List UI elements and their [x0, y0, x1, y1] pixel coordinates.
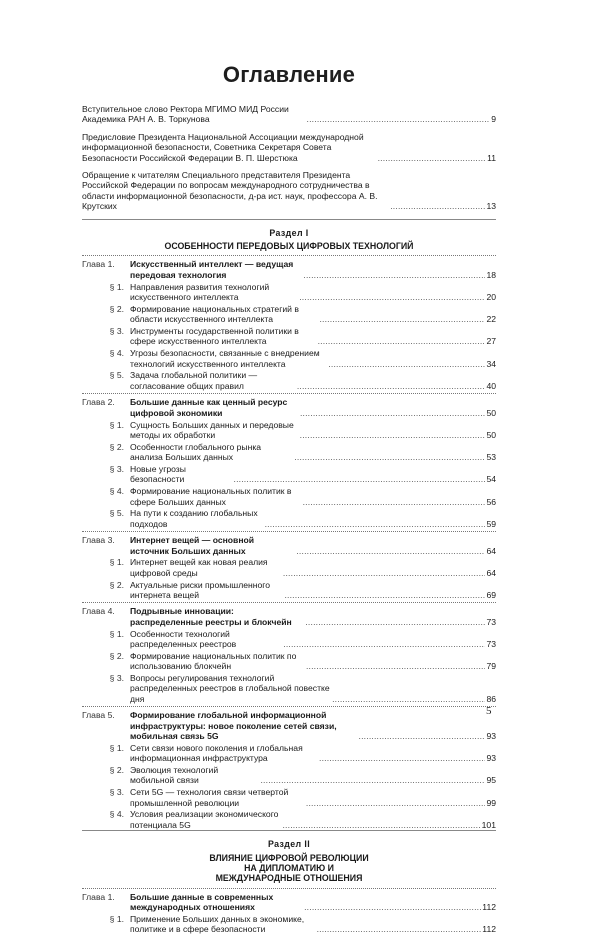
page-number: 86 — [486, 693, 496, 704]
page-number: 22 — [486, 314, 496, 325]
section-divider — [82, 219, 496, 220]
leader-dots — [265, 519, 486, 529]
paragraph-entry[interactable] — [82, 580, 496, 601]
leader-dots — [299, 292, 485, 302]
paragraph-title: Формирование национальных политик в сфере Больших данных — [130, 486, 292, 507]
paragraph-number: § 2. — [109, 303, 124, 314]
chapter-divider — [82, 602, 496, 603]
paragraph-row — [130, 673, 496, 704]
chapter-divider — [82, 393, 496, 394]
page-number: 13 — [486, 201, 496, 212]
paragraph-title: Особенности глобального рынка анализа Больших данных — [130, 441, 262, 463]
paragraph-number: § 3. — [109, 463, 124, 474]
paragraph-row — [130, 508, 496, 529]
leader-dots — [260, 775, 485, 785]
paragraph-row — [130, 464, 496, 485]
chapter-number: Глава 1. — [82, 891, 115, 902]
chapter-entry[interactable] — [82, 397, 496, 418]
leader-dots — [294, 452, 485, 462]
page-number: 27 — [486, 336, 496, 347]
page-number: 73 — [486, 616, 496, 627]
leader-dots — [282, 820, 480, 830]
paragraph-entry[interactable] — [82, 651, 496, 672]
paragraph-number: § 2. — [109, 764, 124, 775]
page-number: 53 — [486, 452, 496, 463]
chapter-entry[interactable] — [82, 710, 496, 741]
paragraph-title: Сущность Больших данных и передовые методы их обработки — [130, 419, 294, 440]
paragraph-row — [130, 743, 496, 764]
chapter-number: Глава 5. — [82, 710, 115, 721]
toc-title: Оглавление — [222, 62, 356, 87]
paragraph-entry[interactable] — [82, 743, 496, 764]
paragraph-row — [130, 442, 496, 463]
paragraph-entry[interactable] — [82, 304, 496, 325]
chapter-number: Глава 4. — [82, 606, 115, 617]
paragraph-title: Направления развития технологий искусственного интеллекта — [130, 281, 270, 303]
page-number: 95 — [486, 775, 496, 786]
paragraph-entry[interactable] — [82, 442, 496, 463]
leader-dots — [300, 430, 486, 440]
paragraph-entry[interactable] — [82, 370, 496, 391]
paragraph-row — [130, 557, 496, 578]
leader-dots — [303, 270, 485, 280]
paragraph-number: § 1. — [109, 742, 124, 753]
paragraph-number: § 1. — [109, 557, 124, 568]
paragraph-title: Актуальные риски промышленного интернета вещей — [130, 579, 270, 600]
chapter-divider — [82, 706, 496, 707]
paragraph-entry[interactable] — [82, 464, 496, 485]
paragraph-row — [130, 629, 496, 650]
paragraph-number: § 3. — [109, 787, 124, 798]
intro-entry[interactable] — [82, 132, 496, 163]
leader-dots — [317, 924, 482, 934]
paragraph-number: § 1. — [109, 281, 124, 292]
chapter-title: Большие данные как ценный ресурс цифровой экономики — [130, 397, 288, 418]
leader-dots — [319, 753, 485, 763]
page-number: 112 — [482, 902, 496, 913]
page-number: 93 — [486, 753, 496, 764]
paragraph-number: § 5. — [109, 508, 124, 519]
intro-entry[interactable] — [82, 104, 496, 125]
paragraph-row — [130, 282, 496, 303]
page-number: 56 — [486, 496, 496, 507]
page-number: 69 — [486, 589, 496, 600]
leader-dots — [297, 381, 486, 391]
paragraph-title: Инструменты государственной политики в сфере искусственного интеллекта — [130, 326, 299, 347]
intro-text: Предисловие Президента Национальной Ассоциации международной информационной безопасности, Советника Секретаря Совета Безопасности Российской Федерации В. П. Шерстюка — [82, 131, 364, 163]
leader-dots — [283, 568, 486, 578]
chapter-row — [130, 397, 496, 418]
chapter-divider — [82, 888, 496, 889]
chapter-title: Интернет вещей — основной источник Больших данных — [130, 535, 255, 556]
chapter-number: Глава 2. — [82, 397, 115, 408]
paragraph-row — [130, 370, 496, 391]
page-number: 99 — [486, 797, 496, 808]
chapter-row — [130, 892, 496, 913]
leader-dots — [332, 694, 485, 704]
page-number: 54 — [486, 474, 496, 485]
section-subtitle: ВЛИЯНИЕ ЦИФРОВОЙ РЕВОЛЮЦИИ НА ДИПЛОМАТИЮ И МЕЖДУНАРОДНЫЕ ОТНОШЕНИЯ — [209, 852, 369, 884]
paragraph-title: Эволюция технологий мобильной связи — [130, 764, 219, 786]
paragraph-entry[interactable] — [82, 787, 496, 808]
page-number: 64 — [486, 567, 496, 578]
chapter-entry[interactable] — [82, 535, 496, 556]
paragraph-entry[interactable] — [82, 809, 496, 830]
intro-text: Обращение к читателям Специального представителя Президента Российской Федерации по вопросам международного сотрудничества в области информационной безопасности, д-ра ист. наук, профессора А. В. Крутских — [82, 170, 378, 212]
page-number: 9 — [491, 114, 496, 125]
leader-dots — [304, 902, 481, 912]
paragraph-row — [130, 765, 496, 786]
paragraph-title: Новые угрозы безопасности — [130, 463, 186, 485]
chapter-title: Формирование глобальной информационной инфраструктуры: новое поколение сетей связи, мобильная связь 5G — [130, 710, 337, 741]
paragraph-title: Условия реализации экономического потенциала 5G — [130, 809, 279, 830]
paragraph-title: Интернет вещей как новая реалия цифровой среды — [130, 557, 268, 578]
chapter-row — [130, 606, 496, 627]
paragraph-number: § 1. — [109, 419, 124, 430]
paragraph-number: § 4. — [109, 486, 124, 497]
paragraph-number: § 1. — [109, 914, 124, 925]
paragraph-entry[interactable] — [82, 765, 496, 786]
section-subtitle: ОСОБЕННОСТИ ПЕРЕДОВЫХ ЦИФРОВЫХ ТЕХНОЛОГИЙ — [164, 241, 414, 252]
paragraph-entry[interactable] — [82, 486, 496, 507]
paragraph-entry[interactable] — [82, 282, 496, 303]
paragraph-entry[interactable] — [82, 557, 496, 578]
page-number: 11 — [487, 152, 496, 163]
page-number: 40 — [486, 380, 496, 391]
leader-dots — [300, 408, 486, 418]
page-number: 101 — [481, 819, 496, 830]
page-number: 18 — [486, 269, 496, 280]
leader-dots — [305, 617, 485, 627]
paragraph-row — [130, 326, 496, 347]
paragraph-row — [130, 348, 496, 369]
paragraph-title: Задача глобальной политики — согласование общих правил — [130, 370, 258, 391]
paragraph-title: Формирование национальных политик по использованию блокчейн — [130, 650, 297, 672]
chapter-divider — [82, 255, 496, 256]
sections-container — [82, 219, 496, 935]
leader-dots — [234, 474, 486, 484]
page-folio: 5 — [486, 705, 492, 717]
page-number: 34 — [486, 358, 496, 369]
paragraph-title: Формирование национальных стратегий в области искусственного интеллекта — [130, 303, 299, 325]
leader-dots — [378, 153, 487, 163]
chapter-row — [130, 710, 496, 741]
paragraph-number: § 4. — [109, 809, 124, 820]
paragraph-entry[interactable] — [82, 420, 496, 441]
page-number: 112 — [482, 924, 496, 935]
chapter-number: Глава 3. — [82, 535, 115, 546]
page-number: 50 — [486, 407, 496, 418]
page-number: 20 — [486, 292, 496, 303]
chapter-row — [130, 535, 496, 556]
paragraph-number: § 2. — [109, 650, 124, 661]
paragraph-number: § 4. — [109, 348, 124, 359]
paragraph-title: Вопросы регулирования технологий распределенных реестров в глобальной повестке дня — [130, 672, 330, 704]
section-header — [82, 839, 496, 884]
section-label: Раздел I — [269, 227, 309, 238]
chapter-number: Глава 1. — [82, 259, 115, 270]
paragraph-title: Угрозы безопасности, связанные с внедрением технологий искусственного интеллекта — [130, 348, 320, 369]
chapter-entry[interactable] — [82, 606, 496, 627]
paragraph-entry[interactable] — [82, 326, 496, 347]
section-divider — [82, 830, 496, 831]
chapter-title: Большие данные в современных международных отношениях — [130, 891, 274, 913]
page-number: 93 — [486, 730, 496, 741]
chapter-title: Подрывные инновации: распределенные реестры и блокчейн — [130, 606, 292, 627]
paragraph-number: § 3. — [109, 672, 124, 683]
leader-dots — [296, 546, 485, 556]
page-number: 73 — [486, 638, 496, 649]
leader-dots — [318, 336, 486, 346]
leader-dots — [284, 590, 485, 600]
intro-entry[interactable] — [82, 170, 496, 212]
intro-text: Вступительное слово Ректора МГИМО МИД России Академика РАН А. В. Торкунова — [82, 104, 289, 125]
chapter-title: Искусственный интеллект — ведущая передовая технология — [130, 259, 294, 280]
paragraph-row — [130, 787, 496, 808]
page-number: 59 — [486, 518, 496, 529]
paragraph-number: § 2. — [109, 579, 124, 590]
paragraph-title: Сети связи нового поколения и глобальная информационная инфраструктура — [130, 742, 303, 764]
paragraph-row — [130, 809, 496, 830]
paragraph-entry[interactable] — [82, 508, 496, 529]
paragraph-number: § 3. — [109, 326, 124, 337]
paragraph-number: § 1. — [109, 628, 124, 639]
paragraph-title: Применение Больших данных в экономике, политике и в сфере безопасности — [130, 914, 305, 935]
paragraph-row — [130, 486, 496, 507]
chapter-entry[interactable] — [82, 259, 496, 280]
leader-dots — [303, 497, 486, 507]
page-number: 79 — [486, 661, 496, 672]
chapter-row — [130, 259, 496, 280]
page-number: 64 — [486, 545, 496, 556]
intro-block — [82, 104, 496, 212]
toc-page — [82, 62, 496, 935]
paragraph-number: § 5. — [109, 370, 124, 381]
paragraph-row — [130, 420, 496, 441]
leader-dots — [319, 314, 485, 324]
paragraph-row — [130, 304, 496, 325]
paragraph-entry[interactable] — [82, 673, 496, 704]
chapter-divider — [82, 531, 496, 532]
paragraph-number: § 2. — [109, 441, 124, 452]
chapter-entry[interactable] — [82, 892, 496, 913]
paragraph-entry[interactable] — [82, 629, 496, 650]
section-label: Раздел II — [267, 839, 311, 850]
paragraph-title: Сети 5G — технология связи четвертой промышленной революции — [130, 787, 289, 808]
section-header — [82, 228, 496, 252]
leader-dots — [307, 114, 491, 124]
leader-dots — [390, 201, 485, 211]
paragraph-entry[interactable] — [82, 914, 496, 935]
page-number: 50 — [486, 429, 496, 440]
paragraph-row — [130, 651, 496, 672]
paragraph-entry[interactable] — [82, 348, 496, 369]
paragraph-title: Особенности технологий распределенных реестров — [130, 628, 237, 649]
leader-dots — [359, 731, 486, 741]
leader-dots — [283, 639, 485, 649]
paragraph-row — [130, 580, 496, 601]
leader-dots — [306, 798, 486, 808]
paragraph-title: На пути к созданию глобальных подходов — [130, 508, 258, 529]
leader-dots — [328, 359, 485, 369]
leader-dots — [306, 661, 486, 671]
paragraph-row — [130, 914, 496, 935]
